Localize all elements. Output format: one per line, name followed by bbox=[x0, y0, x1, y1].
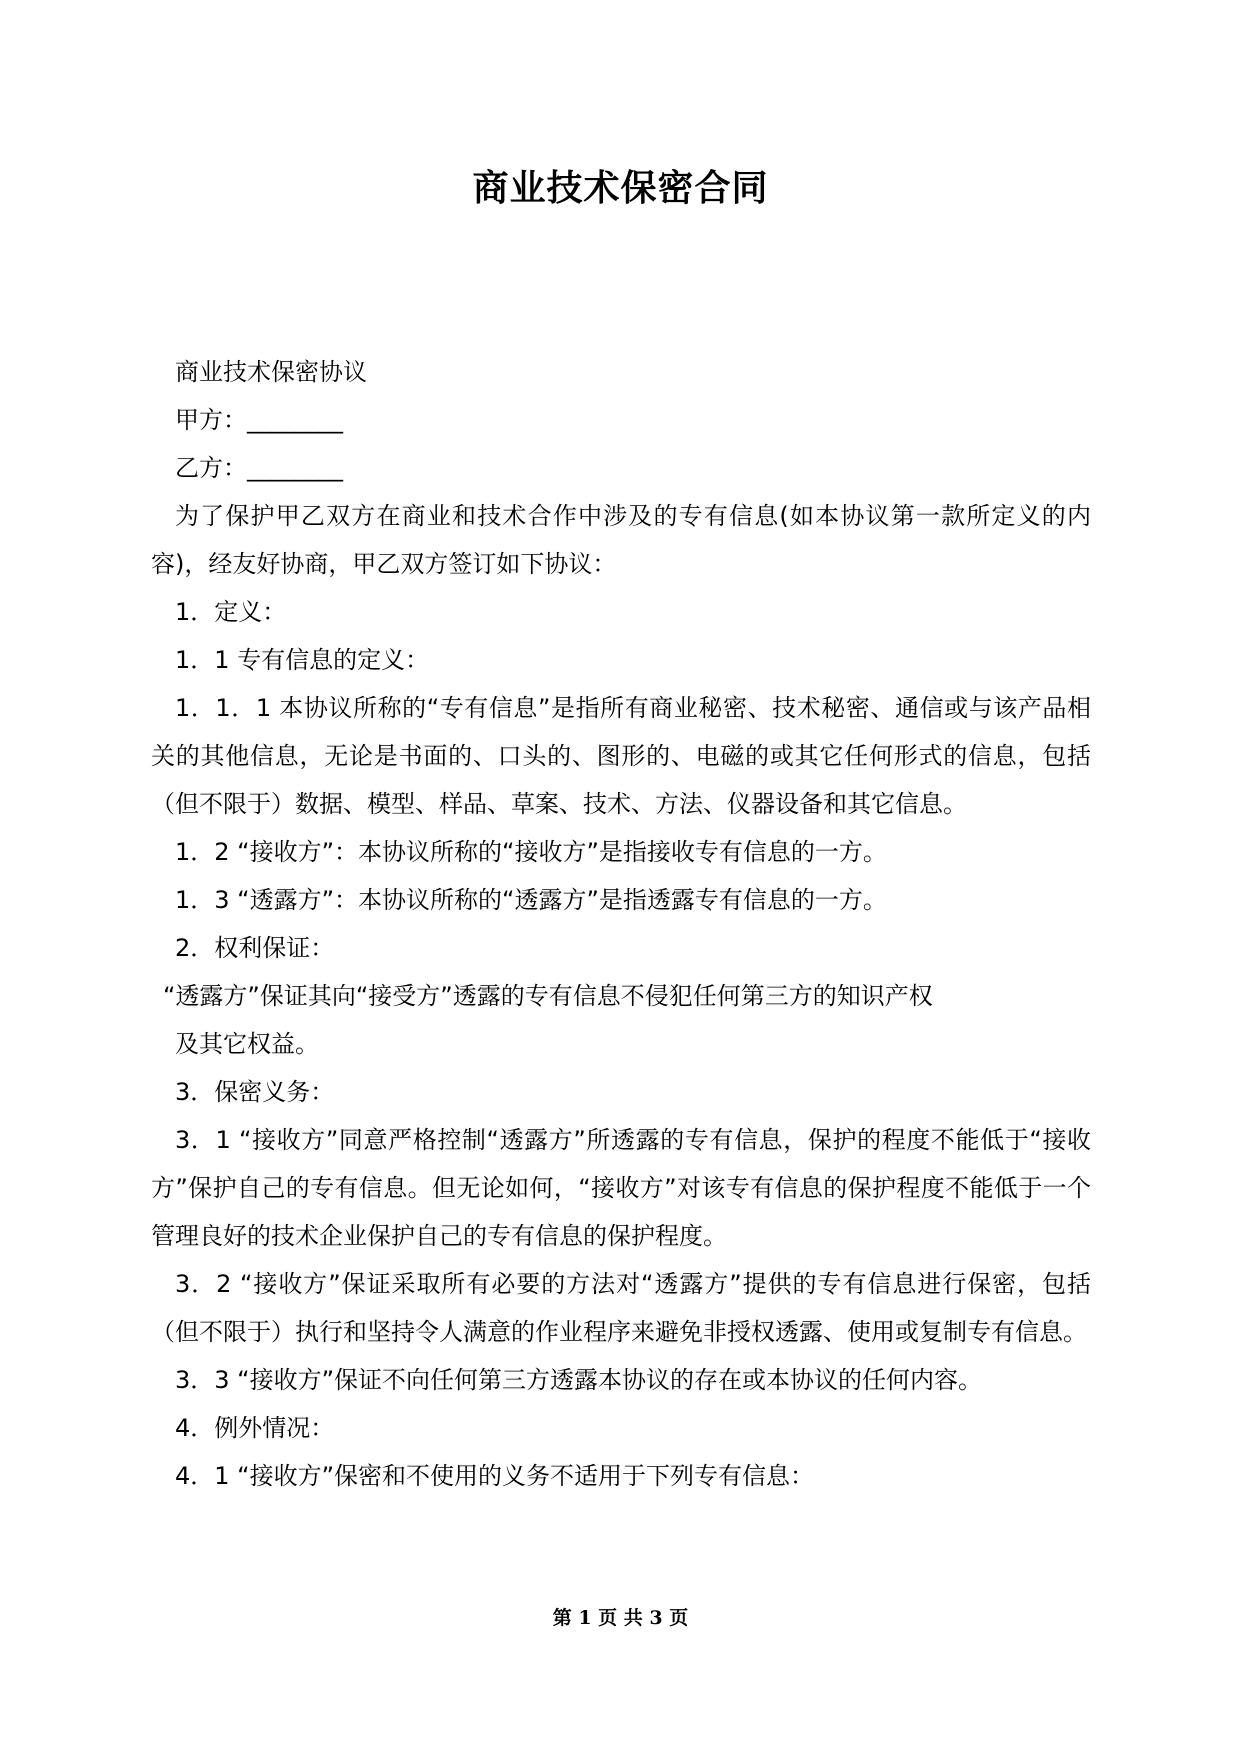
section-4-heading: 4．例外情况： bbox=[175, 1414, 335, 1442]
clause-4-1: 4．1 “接收方”保密和不使用的义务不适用于下列专有信息： bbox=[175, 1462, 815, 1490]
party-a-line: 甲方：________ bbox=[175, 406, 343, 434]
preamble-paragraph: 为了保护甲乙双方在商业和技术合作中涉及的专有信息(如本协议第一款所定义的内容)，经友好协商，甲乙双方签订如下协议： bbox=[151, 502, 1091, 578]
section-2-heading: 2．权利保证： bbox=[175, 934, 335, 962]
clause-1-3: 1．3 “透露方”：本协议所称的“透露方”是指透露专有信息的一方。 bbox=[175, 886, 887, 914]
section-3-heading: 3．保密义务： bbox=[175, 1078, 335, 1106]
clause-2-body: “透露方”保证其向“接受方”透露的专有信息不侵犯任何第三方的知识产权 bbox=[163, 982, 933, 1010]
agreement-heading: 商业技术保密协议 bbox=[175, 358, 367, 386]
clause-3-3: 3．3 “接收方”保证不向任何第三方透露本协议的存在或本协议的任何内容。 bbox=[175, 1366, 983, 1394]
clause-1-1-1: 1．1．1 本协议所称的“专有信息”是指所有商业秘密、技术秘密、通信或与该产品相关的其他信息，无论是书面的、口头的、图形的、电磁的或其它任何形式的信息，包括（但不限于）数据、模型、样品、草案、技术、方法、仪器设备和其它信息。 bbox=[151, 694, 1091, 818]
clause-3-1: 3．1 “接收方”同意严格控制“透露方”所透露的专有信息，保护的程度不能低于“接收方”保护自己的专有信息。但无论如何，“接收方”对该专有信息的保护程度不能低于一个管理良好的技术企业保护自己的专有信息的保护程度。 bbox=[151, 1126, 1091, 1250]
section-1-heading: 1．定义： bbox=[175, 598, 287, 626]
clause-1-2: 1．2 “接收方”：本协议所称的“接收方”是指接收专有信息的一方。 bbox=[175, 838, 887, 866]
page-title: 商业技术保密合同 bbox=[472, 168, 769, 209]
document-body bbox=[151, 348, 1091, 1500]
party-b-line: 乙方：________ bbox=[175, 454, 343, 482]
page-number: 第 1 页 共 3 页 bbox=[552, 1607, 689, 1629]
clause-1-1: 1．1 专有信息的定义： bbox=[175, 646, 430, 674]
clause-2-body-continued: 及其它权益。 bbox=[175, 1030, 319, 1058]
clause-3-2: 3．2 “接收方”保证采取所有必要的方法对“透露方”提供的专有信息进行保密，包括（但不限于）执行和坚持令人满意的作业程序来避免非授权透露、使用或复制专有信息。 bbox=[151, 1270, 1091, 1346]
